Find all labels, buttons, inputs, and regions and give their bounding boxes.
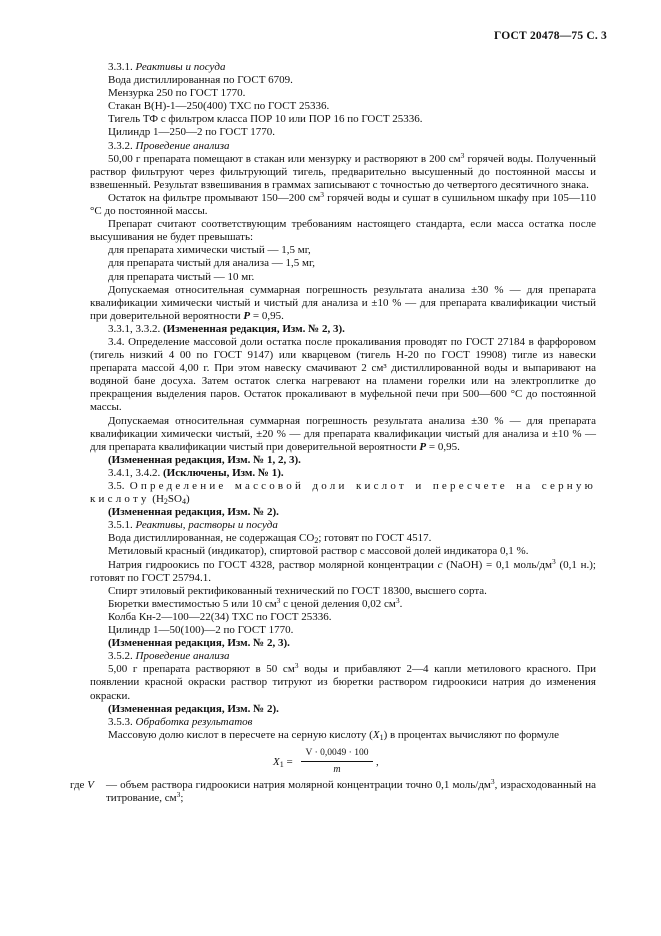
limit-item: для препарата чистый — 10 мг. [108,270,255,283]
section-number: 3.3.1. [108,61,133,73]
edition-note: 3.3.1, 3.3.2. (Измененная редакция, Изм. № 2, 3). [108,322,345,335]
section-title: Реактивы и посуда [135,61,226,73]
formula-legend [24,775,596,805]
edition-note: (Измененная редакция, Изм. № 2). [108,506,279,519]
section-number: 3.5.2. [108,650,133,663]
section-title: Обработка результатов [135,715,253,728]
section-3-5-2-heading [90,650,596,663]
reagent-item: Тигель ТФ с фильтром класса ПОР 10 или ПОР 16 по ГОСТ 25336. [108,113,423,126]
section-3-5-heading: 3.5. Определение массовой доли кислот и пересчете на серную кислоту $(H_2SO_4)$ [90,480,597,507]
where-label: где V [70,779,94,791]
paragraph: Массовую долю кислот в пересчете на серную кислоту $(X_1)$ в процентах вычисляют по формуле [108,728,560,742]
reagent-item: Вода дистиллированная по ГОСТ 6709. [108,74,293,87]
paragraph: 3.4. Определение массовой доли остатка после прокаливания проводят по ГОСТ 27184 в фарфоровом (тигель низкий 4 00 по ГОСТ 9147) или кварцевом (тигель Н-20 по ГОСТ 19908) тигле из навески препарата массой 4,00 г. При этом навеску смачивают 2 см³ дистиллированной воды и выпаривают на водяной бане досуха. Затем остаток слегка нагревают на пламени горелки или на электроплитке до прекращения выделения паров. Остаток прокаливают в муфельной печи при 500—600 °С до постоянной массы. [90,335,596,414]
edition-note: (Измененная редакция, Изм. № 2). [108,702,279,715]
section-3-3-2-heading [90,140,596,153]
section-number: 3.5.3. [108,715,133,728]
reagent-item: Вода дистиллированная, не содержащая $CO_2$; готовят по ГОСТ 4517. [108,532,432,546]
reagent-item: Стакан В(Н)-1—250(400) ТХС по ГОСТ 25336. [108,100,330,113]
section-number: 3.5.1. [108,519,133,532]
section-title: Проведение анализа [135,139,230,152]
paragraph: 5,00 г препарата растворяют в 50 $см^3$ воды и прибавляют 2—4 капли метилового красного. При появлении красной окраски раствор титруют из бюретки раствором гидроокиси натрия до изменения окраски. [90,661,596,702]
limit-item: для препарата чистый для анализа — 1,5 мг, [108,257,315,270]
section-3-3-1-heading [90,61,596,74]
section-number: 3.3.2. [108,139,133,152]
paragraph: 50,00 г препарата помещают в стакан или мензурку и растворяют в 200 $см^3$ горячей воды. Полученный раствор фильтруют через фильтрующий тигель, предварительно высушенный до постоянной массы и взвешенный. Результат взвешивания в граммах записывают с точностью до четвертого десятичного знака. [90,150,596,191]
reagent-item: Цилиндр 1—250—2 по ГОСТ 1770. [108,126,276,139]
edition-note: 3.4.1, 3.4.2. (Исключены, Изм. № 1). [108,466,284,479]
limit-item: для препарата химически чистый — 1,5 мг, [108,244,311,257]
formula-fraction [301,747,373,776]
section-3-5-1-heading [90,519,596,532]
paragraph: Допускаемая относительная суммарная погрешность результата анализа ±30 % — для препарата квалификации химически чистый и чистый для анализа и ±10 % — для препарата квалификации чистый при доверительной вероятности Р = 0,95. [90,283,596,322]
reagent-item: Мензурка 250 по ГОСТ 1770. [108,87,246,100]
section-3-5-3-heading [90,716,596,729]
reagent-item: Цилиндр 1—50(100)—2 по ГОСТ 1770. [108,624,294,637]
edition-note: (Измененная редакция, Изм. № 2, 3). [108,637,290,650]
edition-note: (Измененная редакция, Изм. № 1, 2, 3). [108,453,301,466]
formula-denominator: m [333,763,341,775]
reagent-item: Колба Кн-2—100—22(34) ТХС по ГОСТ 25336. [108,610,332,623]
reagent-item: Спирт этиловый ректификованный технический по ГОСТ 18300, высшего сорта. [108,584,487,597]
formula: $X_1$ = $\frac{V \cdot 0,0049 \cdot 100}{m}$ , [273,747,379,775]
section-title: Проведение анализа [135,650,230,663]
formula-lhs: $X_1$ = [273,755,293,769]
document-body [90,61,596,785]
paragraph: Остаток на фильтре промывают 150—200 $см^3$ горячей воды и сушат в сушильном шкафу при 105—110 °С до постоянной массы. [90,189,596,218]
reagent-item: Натрия гидроокись по ГОСТ 4328, раствор молярной концентрации c (NaOH) = 0,1 моль/$дм^3$ (0,1 н.); готовят по ГОСТ 25794.1. [90,556,596,584]
paragraph: Препарат считают соответствующим требованиям настоящего стандарта, если масса остатка после высушивания не будет превышать: [90,218,596,244]
variable-definition: где V — объем раствора гидроокиси натрия молярной концентрации точно 0,1 моль/$дм^3$, израсходованный на титрование, $см^3$; [70,777,596,805]
page-header: ГОСТ 20478—75 С. 3 [494,30,607,42]
formula-numerator: V · 0,0049 · 100 [301,747,373,762]
reagent-item: Метиловый красный (индикатор), спиртовой раствор с массовой долей индикатора 0,1 %. [108,545,529,558]
reagent-item: Бюретки вместимостью 5 или 10 $см^3$ с ценой деления 0,02 $см^3$. [108,595,403,610]
section-title: Реактивы, растворы и посуда [135,519,278,532]
paragraph: Допускаемая относительная суммарная погрешность результата анализа ±30 % — для препарата квалификации химически чистый, ±20 % — для препарата квалификации чистый для анализа и ±10 % — для препарата квалификации чистый при доверительной вероятности Р = 0,95. [90,414,596,453]
